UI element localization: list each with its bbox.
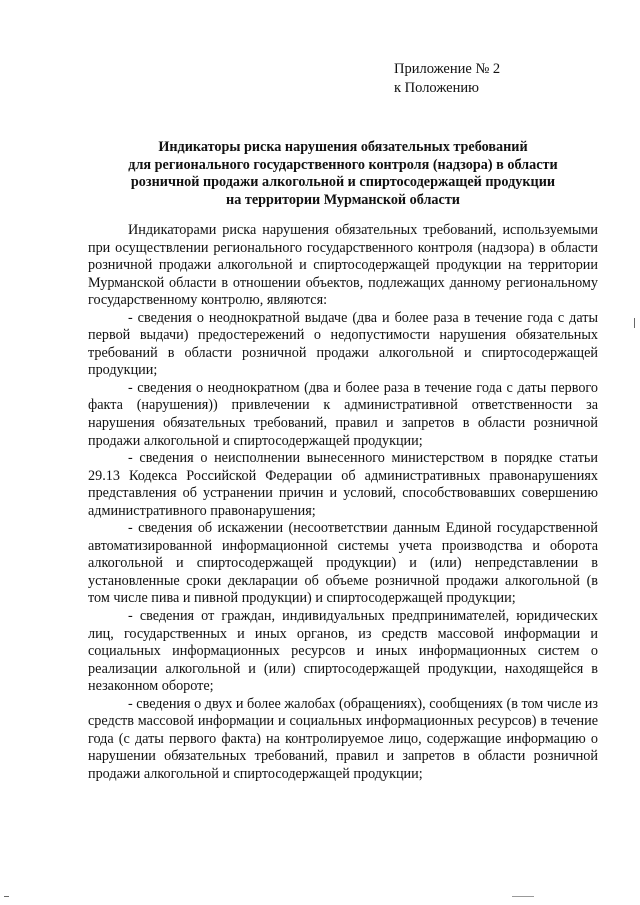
- appendix-number: Приложение № 2: [394, 61, 501, 77]
- appendix-label: [394, 60, 500, 98]
- list-item: - сведения о неисполнении вынесенного министерством в порядке статьи 29.13 Кодекса Российской Федерации об административных правонарушениях представления об устранении причин и условий, способствовавших совершению административного правонарушения;: [88, 450, 598, 519]
- list-item: - сведения о неоднократном (два и более раза в течение года с даты первого факта (нарушения)) привлечении к административной ответственности за нарушения обязательных требований, правил и запретов в области розничной продажи алкогольной и спиртосодержащей продукции;: [88, 379, 598, 449]
- appendix-reference: к Положению: [394, 80, 479, 96]
- title-line: розничной продажи алкогольной и спиртосодержащей продукции: [130, 174, 556, 190]
- document-title: [88, 139, 598, 209]
- list-item: - сведения о неоднократной выдаче (два и более раза в течение года с даты первой выдачи) предостережений о недопустимости нарушения обязательных требований в области розничной продажи алкогольной и спиртосодержащей продукции;: [88, 309, 598, 379]
- intro-paragraph: Индикаторами риска нарушения обязательных требований, используемыми при осуществлении регионального государственного контроля (надзора) в области розничной продажи алкогольной и спиртосодержащей продукции на территории Мурманской области в отношении объектов, подлежащих данному региональному государственному контролю, являются:: [88, 222, 598, 309]
- document-body: [88, 222, 598, 784]
- list-item: - сведения от граждан, индивидуальных предпринимателей, юридических лиц, государственных и иных органов, из средств массовой информации и социальных информационных ресурсов и иных информационных систем о реализации алкогольной и (или) спиртосодержащей продукции, находящейся в незаконном обороте;: [88, 608, 598, 695]
- scan-artifact: [512, 896, 534, 897]
- scan-artifact: [4, 896, 9, 897]
- list-item: - сведения о двух и более жалобах (обращениях), сообщениях (в том числе из средств массовой информации и социальных информационных ресурсов) в течение года (с даты первого факта) на контролируемое лицо, содержащие информацию о нарушении обязательных требований, правил и запретов в области розничной продажи алкогольной и спиртосодержащей продукции;: [88, 695, 598, 782]
- scan-artifact: [634, 318, 635, 328]
- list-item: - сведения об искажении (несоответствии данным Единой государственной автоматизированной информационной системы учета производства и оборота алкогольной и спиртосодержащей продукции) и (или) непредставлении в установленные сроки декларации об объеме розничной продажи алкогольной (в том числе пива и пивной продукции) и спиртосодержащей продукции;: [88, 520, 598, 607]
- title-line: на территории Мурманской области: [226, 191, 460, 208]
- title-line: для регионального государственного контроля (надзора) в области: [128, 156, 558, 173]
- title-line: Индикаторы риска нарушения обязательных требований: [158, 139, 528, 155]
